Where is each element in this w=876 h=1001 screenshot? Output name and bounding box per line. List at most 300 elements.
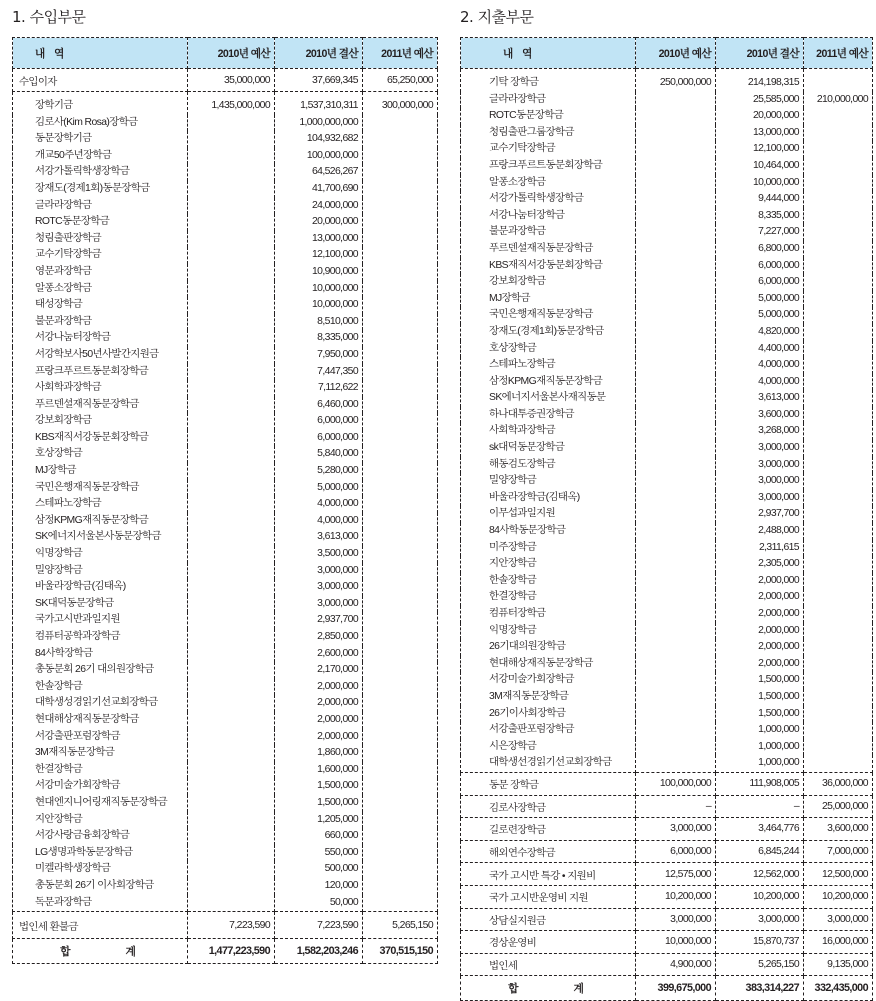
- budget-2010-cell: [636, 473, 716, 490]
- row-label: 호상장학금: [13, 446, 188, 463]
- income-table-row: [13, 513, 438, 530]
- row-label: 글라라장학금: [461, 92, 636, 109]
- expense-major-row: [461, 863, 873, 886]
- actual-2010-cell: 6,845,244: [716, 840, 804, 863]
- expense-table-row: [461, 739, 873, 756]
- actual-2010-cell: 8,335,000: [716, 208, 804, 225]
- actual-2010-cell: 10,200,000: [716, 885, 804, 908]
- row-label: 국민은행재직동문장학금: [13, 480, 188, 497]
- budget-2010-cell: [636, 440, 716, 457]
- budget-2011-cell: [804, 191, 873, 208]
- row-label: 경상운영비: [461, 931, 636, 954]
- income-table-row: [13, 895, 438, 912]
- actual-2010-cell: 50,000: [275, 895, 363, 912]
- budget-2011-cell: [363, 845, 438, 862]
- total-actual-2010: 383,314,227: [716, 976, 804, 1001]
- row-label: 태성장학금: [13, 297, 188, 314]
- income-table-row: [13, 679, 438, 696]
- budget-2010-cell: [188, 446, 275, 463]
- budget-2010-cell: 10,000,000: [636, 931, 716, 954]
- budget-2011-cell: [363, 828, 438, 845]
- actual-2010-cell: 10,464,000: [716, 158, 804, 175]
- expense-table-row: [461, 573, 873, 590]
- budget-2010-cell: [188, 364, 275, 381]
- budget-2010-cell: [188, 496, 275, 513]
- budget-2011-cell: [804, 69, 873, 92]
- actual-2010-cell: 10,000,000: [275, 281, 363, 298]
- actual-2010-cell: 2,488,000: [716, 523, 804, 540]
- expense-table-row: [461, 69, 873, 92]
- actual-2010-cell: 15,870,737: [716, 931, 804, 954]
- budget-2011-cell: [363, 712, 438, 729]
- budget-2010-cell: [636, 274, 716, 291]
- budget-2010-cell: [636, 407, 716, 424]
- income-table: [12, 37, 438, 964]
- actual-2010-cell: 8,335,000: [275, 330, 363, 347]
- actual-2010-cell: 2,000,000: [716, 573, 804, 590]
- budget-2010-cell: [188, 347, 275, 364]
- row-label: 삼정KPMG재직동문장학금: [13, 513, 188, 530]
- budget-2010-cell: [636, 423, 716, 440]
- income-table-row: [13, 563, 438, 580]
- expense-table-row: [461, 689, 873, 706]
- budget-2010-cell: [636, 573, 716, 590]
- budget-2010-cell: [188, 563, 275, 580]
- actual-2010-cell: 2,600,000: [275, 646, 363, 663]
- budget-2010-cell: [188, 164, 275, 181]
- actual-2010-cell: 1,500,000: [275, 778, 363, 795]
- income-table-row: [13, 845, 438, 862]
- actual-2010-cell: 1,000,000: [716, 755, 804, 772]
- budget-2010-cell: [188, 413, 275, 430]
- row-label: 서강출판포럼장학금: [13, 729, 188, 746]
- actual-2010-cell: 214,198,315: [716, 69, 804, 92]
- budget-2011-cell: [804, 523, 873, 540]
- budget-2010-cell: [188, 198, 275, 215]
- row-label: 동문 장학금: [461, 772, 636, 795]
- actual-2010-cell: 1,000,000: [716, 722, 804, 739]
- actual-2010-cell: 7,223,590: [275, 912, 363, 939]
- budget-2011-cell: 25,000,000: [804, 795, 873, 818]
- actual-2010-cell: 3,000,000: [275, 596, 363, 613]
- row-label: 길로련장학금: [461, 818, 636, 841]
- budget-2010-cell: [636, 523, 716, 540]
- expense-section-title: 2. 지출부문: [460, 8, 534, 26]
- expense-major-row: [461, 840, 873, 863]
- budget-2010-cell: [636, 739, 716, 756]
- row-label: 교수기탁장학금: [13, 247, 188, 264]
- row-label: 한결장학금: [461, 589, 636, 606]
- actual-2010-cell: 6,000,000: [716, 258, 804, 275]
- row-label: SK에너지서울본사동문장학금: [13, 529, 188, 546]
- budget-2011-cell: [804, 208, 873, 225]
- budget-2011-cell: [363, 496, 438, 513]
- row-label: 서강가톨릭학생장학금: [13, 164, 188, 181]
- income-table-row: [13, 247, 438, 264]
- budget-2010-cell: [188, 314, 275, 331]
- actual-2010-cell: 7,112,622: [275, 380, 363, 397]
- budget-2010-cell: [188, 861, 275, 878]
- income-table-row: [13, 148, 438, 165]
- actual-2010-cell: 6,460,000: [275, 397, 363, 414]
- expense-table-row: [461, 191, 873, 208]
- row-label: 한결장학금: [13, 762, 188, 779]
- income-table-row: [13, 380, 438, 397]
- actual-2010-cell: 1,537,310,311: [275, 92, 363, 115]
- budget-2010-cell: [188, 546, 275, 563]
- row-label: 이무섭과일지원: [461, 506, 636, 523]
- budget-2010-cell: [188, 828, 275, 845]
- actual-2010-cell: 3,000,000: [716, 473, 804, 490]
- actual-2010-cell: 3,600,000: [716, 407, 804, 424]
- row-label: 호상장학금: [461, 341, 636, 358]
- total-budget-2011: 332,435,000: [804, 976, 873, 1001]
- row-label: 청림출판장학금: [13, 231, 188, 248]
- budget-2011-cell: [363, 198, 438, 215]
- actual-2010-cell: 20,000,000: [275, 214, 363, 231]
- expense-table-row: [461, 274, 873, 291]
- budget-2011-cell: [804, 689, 873, 706]
- budget-2011-cell: [804, 374, 873, 391]
- row-label: 서강학보사50년사발간지원금: [13, 347, 188, 364]
- budget-2010-cell: [636, 506, 716, 523]
- actual-2010-cell: 1,600,000: [275, 762, 363, 779]
- income-table-row: [13, 496, 438, 513]
- header-item: 내 역: [13, 38, 188, 69]
- expense-table-row: [461, 324, 873, 341]
- expense-major-row: [461, 818, 873, 841]
- row-label: 총동문회 26기 대의원장학금: [13, 662, 188, 679]
- budget-2010-cell: [188, 480, 275, 497]
- budget-2011-cell: [363, 115, 438, 132]
- budget-2010-cell: 35,000,000: [188, 69, 275, 92]
- budget-2010-cell: [636, 540, 716, 557]
- budget-2010-cell: [188, 181, 275, 198]
- budget-2011-cell: [804, 108, 873, 125]
- income-table-row: [13, 712, 438, 729]
- budget-2011-cell: [363, 795, 438, 812]
- actual-2010-cell: 4,000,000: [716, 357, 804, 374]
- income-table-row: [13, 695, 438, 712]
- expense-table-row: [461, 357, 873, 374]
- budget-2010-cell: 6,000,000: [636, 840, 716, 863]
- budget-2011-cell: [363, 513, 438, 530]
- budget-2010-cell: –: [636, 795, 716, 818]
- row-label: 삼정KPMG재직동문장학금: [461, 374, 636, 391]
- budget-2010-cell: [636, 324, 716, 341]
- income-table-row: [13, 596, 438, 613]
- budget-2010-cell: [188, 729, 275, 746]
- income-table-row: [13, 397, 438, 414]
- expense-total-row: [461, 976, 873, 1001]
- actual-2010-cell: 7,447,350: [275, 364, 363, 381]
- actual-2010-cell: 660,000: [275, 828, 363, 845]
- row-label: 영문과장학금: [13, 264, 188, 281]
- actual-2010-cell: 1,500,000: [275, 795, 363, 812]
- income-table-row: [13, 579, 438, 596]
- actual-2010-cell: 5,000,000: [716, 307, 804, 324]
- income-table-row: [13, 612, 438, 629]
- expense-major-row: [461, 772, 873, 795]
- budget-2011-cell: [363, 729, 438, 746]
- income-table-row: [13, 646, 438, 663]
- budget-2011-cell: [363, 679, 438, 696]
- budget-2011-cell: [804, 457, 873, 474]
- income-table-row: [13, 330, 438, 347]
- actual-2010-cell: 1,000,000,000: [275, 115, 363, 132]
- budget-2010-cell: [188, 529, 275, 546]
- tax-refund-row: [13, 912, 438, 939]
- budget-2010-cell: [636, 490, 716, 507]
- row-label: 현대엔지니어링재직동문장학금: [13, 795, 188, 812]
- actual-2010-cell: 37,669,345: [275, 69, 363, 92]
- budget-2011-cell: [363, 861, 438, 878]
- expense-table: [460, 37, 873, 1001]
- budget-2010-cell: [636, 224, 716, 241]
- budget-2010-cell: 10,200,000: [636, 885, 716, 908]
- expense-table-row: [461, 706, 873, 723]
- expense-table-row: [461, 374, 873, 391]
- budget-2010-cell: [636, 241, 716, 258]
- budget-2011-cell: [363, 131, 438, 148]
- row-label: 익명장학금: [13, 546, 188, 563]
- actual-2010-cell: 5,280,000: [275, 463, 363, 480]
- budget-2010-cell: 12,575,000: [636, 863, 716, 886]
- budget-2010-cell: [188, 662, 275, 679]
- actual-2010-cell: 3,000,000: [716, 490, 804, 507]
- income-table-row: [13, 115, 438, 132]
- budget-2010-cell: [188, 131, 275, 148]
- income-table-row: [13, 529, 438, 546]
- total-label: 합 계: [13, 939, 188, 964]
- row-label: 밀양장학금: [13, 563, 188, 580]
- income-table-row: [13, 281, 438, 298]
- actual-2010-cell: 4,000,000: [275, 513, 363, 530]
- income-header-row: [13, 38, 438, 69]
- row-label: 해동검도장학금: [461, 457, 636, 474]
- expense-table-row: [461, 92, 873, 109]
- budget-2011-cell: [804, 556, 873, 573]
- expense-table-row: [461, 457, 873, 474]
- budget-2011-cell: [363, 612, 438, 629]
- budget-2011-cell: [363, 264, 438, 281]
- budget-2011-cell: [363, 164, 438, 181]
- actual-2010-cell: 9,444,000: [716, 191, 804, 208]
- budget-2010-cell: 100,000,000: [636, 772, 716, 795]
- row-label: 불문과장학금: [13, 314, 188, 331]
- row-label: 미켈라학생장학금: [13, 861, 188, 878]
- budget-2011-cell: [804, 158, 873, 175]
- budget-2011-cell: [363, 778, 438, 795]
- actual-2010-cell: 3,268,000: [716, 423, 804, 440]
- budget-2011-cell: [363, 480, 438, 497]
- budget-2011-cell: 3,000,000: [804, 908, 873, 931]
- row-label: 국가 고시반운영비 지원: [461, 885, 636, 908]
- budget-2010-cell: [188, 712, 275, 729]
- row-label: 스테파노장학금: [13, 496, 188, 513]
- income-table-row: [13, 92, 438, 115]
- row-label: 푸르덴셜재직동문장학금: [461, 241, 636, 258]
- budget-2010-cell: [636, 755, 716, 772]
- actual-2010-cell: 500,000: [275, 861, 363, 878]
- budget-2011-cell: 12,500,000: [804, 863, 873, 886]
- budget-2011-cell: [804, 291, 873, 308]
- income-table-row: [13, 231, 438, 248]
- header-budget-2010: 2010년 예산: [188, 38, 275, 69]
- budget-2011-cell: [363, 148, 438, 165]
- row-label: 글라라장학금: [13, 198, 188, 215]
- budget-2010-cell: [636, 341, 716, 358]
- budget-2010-cell: [636, 556, 716, 573]
- budget-2010-cell: [188, 297, 275, 314]
- budget-2010-cell: [188, 247, 275, 264]
- budget-2011-cell: [363, 380, 438, 397]
- budget-2010-cell: [188, 579, 275, 596]
- row-label: 84사학장학금: [13, 646, 188, 663]
- income-table-row: [13, 878, 438, 895]
- budget-2011-cell: [363, 596, 438, 613]
- budget-2010-cell: [188, 380, 275, 397]
- budget-2010-cell: [636, 374, 716, 391]
- budget-2010-cell: [636, 125, 716, 142]
- budget-2010-cell: [188, 695, 275, 712]
- row-label: 국민은행재직동문장학금: [461, 307, 636, 324]
- budget-2011-cell: [804, 639, 873, 656]
- row-label: 컴퓨터공학과장학금: [13, 629, 188, 646]
- budget-2010-cell: [636, 108, 716, 125]
- budget-2010-cell: [188, 281, 275, 298]
- budget-2011-cell: [804, 573, 873, 590]
- actual-2010-cell: 8,510,000: [275, 314, 363, 331]
- expense-table-row: [461, 158, 873, 175]
- row-label: 지안장학금: [13, 812, 188, 829]
- budget-2011-cell: [804, 623, 873, 640]
- total-budget-2011: 370,515,150: [363, 939, 438, 964]
- actual-2010-cell: 6,000,000: [275, 430, 363, 447]
- budget-2010-cell: [636, 639, 716, 656]
- budget-2011-cell: [363, 297, 438, 314]
- row-label: 푸르덴셜재직동문장학금: [13, 397, 188, 414]
- actual-2010-cell: 3,000,000: [716, 457, 804, 474]
- expense-table-row: [461, 125, 873, 142]
- budget-2011-cell: 10,200,000: [804, 885, 873, 908]
- row-label: KBS재직서강동문회장학금: [13, 430, 188, 447]
- actual-2010-cell: 10,000,000: [716, 175, 804, 192]
- actual-2010-cell: 2,000,000: [716, 589, 804, 606]
- budget-2011-cell: [804, 506, 873, 523]
- row-label: 하나대투증권장학금: [461, 407, 636, 424]
- budget-2011-cell: [804, 722, 873, 739]
- expense-table-row: [461, 224, 873, 241]
- budget-2010-cell: [636, 191, 716, 208]
- row-label: MJ장학금: [13, 463, 188, 480]
- actual-2010-cell: 4,000,000: [716, 374, 804, 391]
- budget-2010-cell: [636, 92, 716, 109]
- budget-2011-cell: [363, 646, 438, 663]
- row-label: 바울라장학금(김태옥): [461, 490, 636, 507]
- income-table-row: [13, 164, 438, 181]
- budget-2010-cell: [188, 264, 275, 281]
- budget-2011-cell: [363, 895, 438, 912]
- actual-2010-cell: 25,585,000: [716, 92, 804, 109]
- row-label: 사회학과장학금: [13, 380, 188, 397]
- budget-2011-cell: [804, 672, 873, 689]
- expense-table-row: [461, 523, 873, 540]
- expense-table-row: [461, 175, 873, 192]
- actual-2010-cell: 3,613,000: [716, 390, 804, 407]
- actual-2010-cell: 20,000,000: [716, 108, 804, 125]
- actual-2010-cell: 2,937,700: [275, 612, 363, 629]
- budget-2011-cell: [804, 125, 873, 142]
- row-label: ROTC동문장학금: [13, 214, 188, 231]
- row-label: 대학생성경읽기선교회장학금: [13, 695, 188, 712]
- actual-2010-cell: 13,000,000: [716, 125, 804, 142]
- budget-2011-cell: [363, 397, 438, 414]
- income-table-row: [13, 463, 438, 480]
- expense-major-row: [461, 908, 873, 931]
- expense-major-row: [461, 931, 873, 954]
- income-table-row: [13, 314, 438, 331]
- expense-table-row: [461, 108, 873, 125]
- row-label: 국가고시반과일지원: [13, 612, 188, 629]
- budget-2011-cell: [363, 281, 438, 298]
- budget-2010-cell: [188, 463, 275, 480]
- row-label: 총동문회 26기 이사회장학금: [13, 878, 188, 895]
- row-label: 서강미술가회장학금: [461, 672, 636, 689]
- budget-2011-cell: [363, 364, 438, 381]
- budget-2011-cell: 300,000,000: [363, 92, 438, 115]
- actual-2010-cell: 4,000,000: [275, 496, 363, 513]
- budget-2011-cell: [804, 490, 873, 507]
- actual-2010-cell: 120,000: [275, 878, 363, 895]
- budget-2011-cell: [804, 141, 873, 158]
- income-table-row: [13, 812, 438, 829]
- actual-2010-cell: 3,464,776: [716, 818, 804, 841]
- header-budget-2010: 2010년 예산: [636, 38, 716, 69]
- actual-2010-cell: 5,840,000: [275, 446, 363, 463]
- row-label: 26기대의원장학금: [461, 639, 636, 656]
- budget-2011-cell: [363, 330, 438, 347]
- expense-table-row: [461, 141, 873, 158]
- budget-2011-cell: [804, 706, 873, 723]
- budget-2011-cell: 7,000,000: [804, 840, 873, 863]
- expense-table-row: [461, 241, 873, 258]
- income-section-title: 1. 수입부문: [12, 8, 86, 26]
- budget-2011-cell: [804, 357, 873, 374]
- row-label: 한솔장학금: [461, 573, 636, 590]
- budget-2011-cell: [363, 546, 438, 563]
- expense-table-row: [461, 623, 873, 640]
- actual-2010-cell: 3,000,000: [275, 563, 363, 580]
- header-actual-2010: 2010년 결산: [275, 38, 363, 69]
- actual-2010-cell: 6,800,000: [716, 241, 804, 258]
- row-label: 해외연수장학금: [461, 840, 636, 863]
- row-label: 김로사(Kim Rosa)장학금: [13, 115, 188, 132]
- row-label: 84사학동문장학금: [461, 523, 636, 540]
- row-label: 서강미술가회장학금: [13, 778, 188, 795]
- budget-2011-cell: [363, 629, 438, 646]
- budget-2011-cell: 5,265,150: [363, 912, 438, 939]
- budget-2011-cell: [804, 606, 873, 623]
- budget-2011-cell: 210,000,000: [804, 92, 873, 109]
- header-actual-2010: 2010년 결산: [716, 38, 804, 69]
- income-table-row: [13, 413, 438, 430]
- income-table-row: [13, 861, 438, 878]
- income-table-row: [13, 264, 438, 281]
- budget-2010-cell: [188, 148, 275, 165]
- budget-2011-cell: [804, 423, 873, 440]
- actual-2010-cell: 1,500,000: [716, 706, 804, 723]
